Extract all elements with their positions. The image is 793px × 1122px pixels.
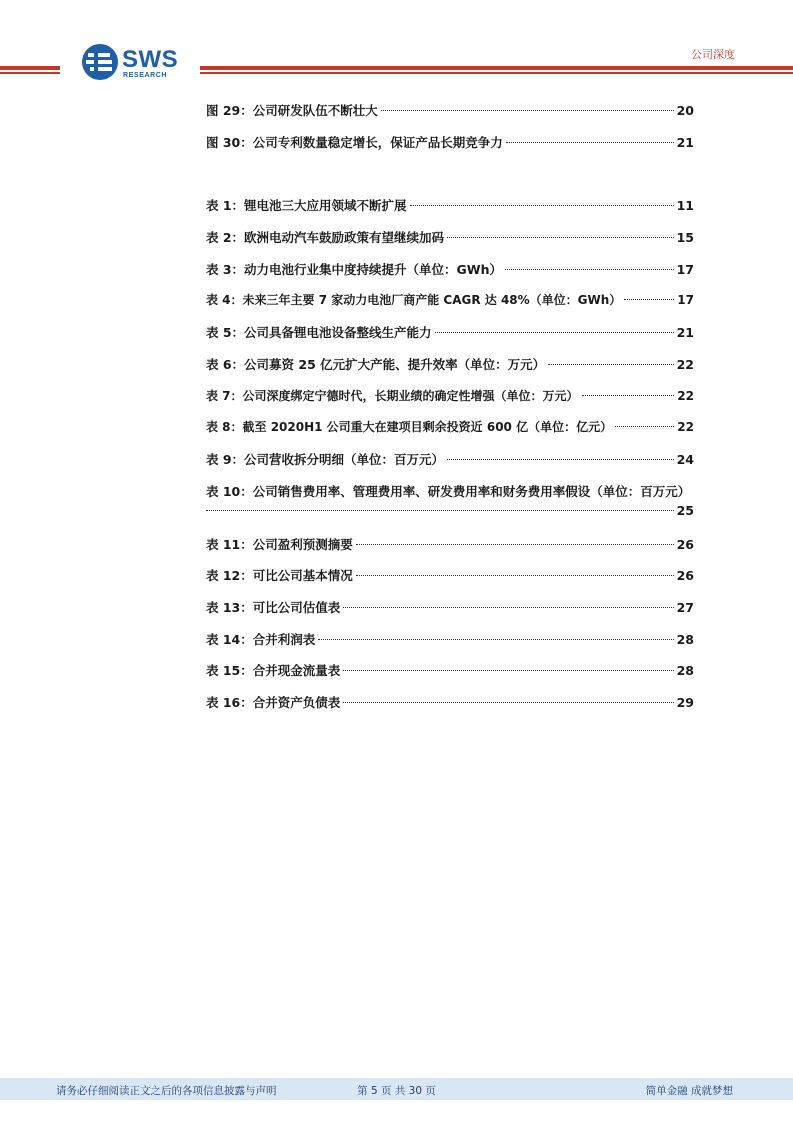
toc-page: 27 — [676, 600, 694, 615]
toc-page: 20 — [676, 103, 694, 118]
header-rule — [200, 72, 793, 74]
toc-label: 表 3：动力电池行业集中度持续提升（单位：GWh） — [206, 262, 502, 277]
toc-page: 17 — [677, 293, 694, 307]
toc-label: 表 6：公司募资 25 亿元扩大产能、提升效率（单位：万元） — [206, 357, 546, 372]
toc-leader — [505, 268, 674, 270]
header-rule — [200, 66, 793, 70]
toc-page: 15 — [676, 230, 694, 245]
toc-entry[interactable] — [206, 661, 694, 681]
toc-leader — [615, 425, 674, 427]
toc-page: 28 — [676, 663, 694, 678]
header-rule — [0, 72, 60, 74]
logo-text: SWS — [122, 46, 179, 73]
toc-label: 表 7：公司深度绑定宁德时代，长期业绩的确定性增强（单位：万元） — [206, 389, 579, 403]
toc-leader — [624, 298, 674, 300]
toc-label: 图 30：公司专利数量稳定增长，保证产品长期竞争力 — [206, 135, 503, 150]
toc-label: 表 2：欧洲电动汽车鼓励政策有望继续加码 — [206, 230, 445, 245]
page-number: 第 5 页 共 30 页 — [357, 1085, 436, 1097]
toc-label: 表 8：截至 2020H1 公司重大在建项目剩余投资近 600 亿（单位：亿元） — [206, 420, 613, 434]
toc-leader — [506, 141, 674, 143]
toc-label: 表 9：公司营收拆分明细（单位：百万元） — [206, 452, 445, 467]
toc-entry-leader-line[interactable] — [206, 503, 694, 523]
toc-entry[interactable] — [206, 630, 694, 650]
toc-entry[interactable] — [206, 387, 694, 407]
section-label: 公司深度 — [691, 48, 735, 61]
toc-leader — [410, 204, 674, 206]
toc-leader — [582, 394, 675, 396]
footer-disclaimer: 请务必仔细阅读正文之后的各项信息披露与声明 — [56, 1085, 277, 1097]
toc-entry[interactable] — [206, 598, 694, 618]
toc-label: 图 29：公司研发队伍不断壮大 — [206, 103, 378, 118]
toc-label: 表 15：合并现金流量表 — [206, 663, 341, 678]
toc-page: 22 — [677, 389, 694, 403]
toc-leader — [447, 458, 674, 460]
toc-label: 表 10：公司销售费用率、管理费用率、研发费用率和财务费用率假设（单位：百万元） — [206, 484, 691, 499]
toc-entry[interactable] — [206, 133, 694, 153]
toc-leader — [206, 509, 674, 511]
toc-label: 表 11：公司盈利预测摘要 — [206, 537, 353, 552]
toc-leader — [356, 543, 674, 545]
sws-logo — [80, 42, 190, 84]
header-rule — [0, 66, 60, 70]
toc-entry[interactable] — [206, 535, 694, 555]
toc-entry[interactable] — [206, 260, 694, 280]
toc-entry[interactable] — [206, 355, 694, 375]
toc-label: 表 1：锂电池三大应用领域不断扩展 — [206, 198, 407, 213]
toc-leader — [356, 574, 674, 576]
toc-page: 25 — [676, 503, 694, 518]
toc-entry[interactable] — [206, 323, 694, 343]
toc-leader — [435, 331, 674, 333]
toc-leader — [343, 669, 673, 671]
sws-logo-icon — [80, 42, 120, 82]
toc-page: 22 — [676, 357, 694, 372]
toc-entry[interactable] — [206, 101, 694, 121]
toc-entry[interactable] — [206, 291, 694, 311]
toc-leader — [318, 638, 673, 640]
toc-label: 表 4：未来三年主要 7 家动力电池厂商产能 CAGR 达 48%（单位：GWh） — [206, 293, 622, 307]
toc-leader — [447, 236, 674, 238]
toc-label: 表 5：公司具备锂电池设备整线生产能力 — [206, 325, 432, 340]
toc-entry[interactable] — [206, 418, 694, 438]
toc-page: 17 — [676, 262, 694, 277]
page-header — [0, 0, 793, 100]
toc-label: 表 13：可比公司估值表 — [206, 600, 341, 615]
toc-page: 26 — [676, 568, 694, 583]
toc-entry[interactable] — [206, 693, 694, 713]
toc-page: 21 — [676, 135, 694, 150]
toc-page: 11 — [676, 198, 694, 213]
toc-label: 表 16：合并资产负债表 — [206, 695, 341, 710]
toc-entry[interactable] — [206, 228, 694, 248]
toc-label: 表 12：可比公司基本情况 — [206, 568, 353, 583]
toc-leader — [343, 606, 673, 608]
toc-entry[interactable] — [206, 196, 694, 216]
toc-entry[interactable] — [206, 450, 694, 470]
toc-entry[interactable] — [206, 566, 694, 586]
toc-leader — [381, 109, 674, 111]
toc-page: 28 — [676, 632, 694, 647]
toc-page: 29 — [676, 695, 694, 710]
toc-page: 22 — [677, 420, 694, 434]
toc-page: 26 — [676, 537, 694, 552]
toc-entry-label-line[interactable] — [206, 482, 726, 502]
toc-page: 21 — [676, 325, 694, 340]
toc-page: 24 — [676, 452, 694, 467]
footer-slogan: 简单金融 成就梦想 — [645, 1085, 733, 1097]
toc-label: 表 14：合并利润表 — [206, 632, 316, 647]
toc-leader — [343, 701, 673, 703]
toc-leader — [548, 363, 673, 365]
logo-subtext: RESEARCH — [123, 72, 168, 79]
